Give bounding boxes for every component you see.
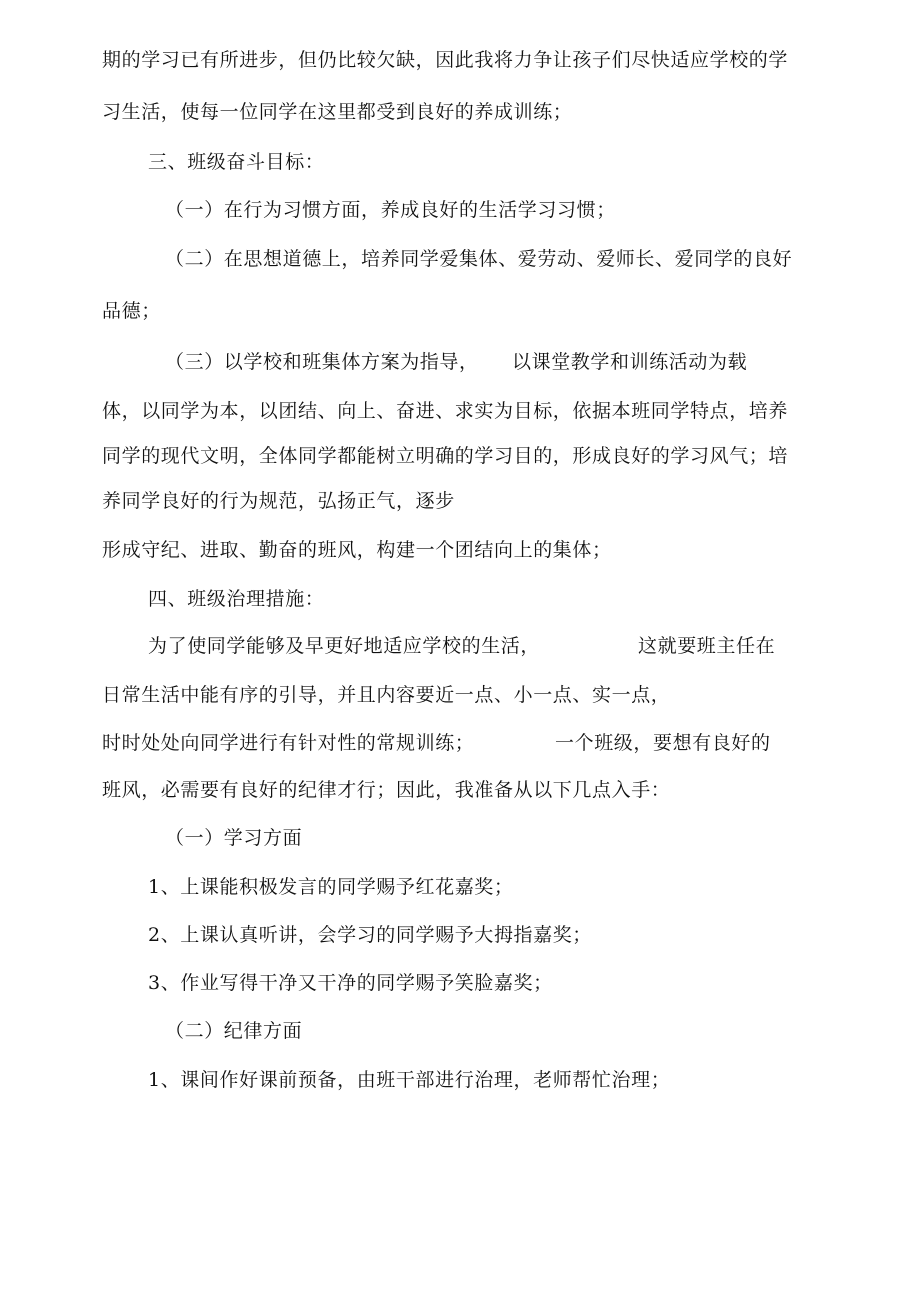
paragraph-segment: 以课堂教学和训练活动为载	[512, 351, 748, 373]
paragraph-line: 日常生活中能有序的引导，并且内容要近一点、小一点、实一点，	[102, 684, 671, 706]
list-item: 1、课间作好课前预备，由班干部进行治理，老师帮忙治理；	[148, 1069, 671, 1091]
section-heading: 四、班级治理措施：	[148, 588, 325, 610]
goal-item: （三）以学校和班集体方案为指导，	[165, 351, 479, 373]
paragraph-segment: 为了使同学能够及早更好地适应学校的生活，	[148, 635, 541, 657]
list-item: 1、上课能积极发言的同学赐予红花嘉奖；	[148, 876, 514, 898]
subsection-heading: （二）纪律方面	[165, 1020, 303, 1042]
section-heading: 三、班级奋斗目标：	[148, 151, 325, 173]
paragraph-line: 期的学习已有所进步，但仍比较欠缺，因此我将力争让孩子们尽快适应学校的学	[102, 49, 789, 71]
paragraph-line: 体，以同学为本，以团结、向上、奋进、求实为目标，依据本班同学特点，培养	[102, 400, 789, 422]
paragraph-segment: 这就要班主任在	[638, 635, 776, 657]
list-item: 2、上课认真听讲，会学习的同学赐予大拇指嘉奖；	[148, 924, 592, 946]
paragraph-segment: 时时处处向同学进行有针对性的常规训练；	[102, 732, 475, 754]
paragraph-line: 形成守纪、进取、勤奋的班风，构建一个团结向上的集体；	[102, 539, 612, 561]
paragraph-segment: 一个班级，要想有良好的	[555, 732, 771, 754]
subsection-heading: （一）学习方面	[165, 827, 303, 849]
paragraph-line: 品德；	[102, 300, 161, 322]
goal-item: （二）在思想道德上，培养同学爱集体、爱劳动、爱师长、爱同学的良好	[165, 248, 793, 270]
paragraph-line: 习生活，使每一位同学在这里都受到良好的养成训练；	[102, 101, 573, 123]
paragraph-line: 养同学良好的行为规范，弘扬正气，逐步	[102, 490, 455, 512]
list-item: 3、作业写得干净又干净的同学赐予笑脸嘉奖；	[148, 972, 553, 994]
paragraph-line: 班风，必需要有良好的纪律才行；因此，我准备从以下几点入手：	[102, 779, 671, 801]
paragraph-line: 同学的现代文明，全体同学都能树立明确的学习目的，形成良好的学习风气；培	[102, 445, 789, 467]
goal-item: （一）在行为习惯方面，养成良好的生活学习习惯；	[165, 199, 616, 221]
